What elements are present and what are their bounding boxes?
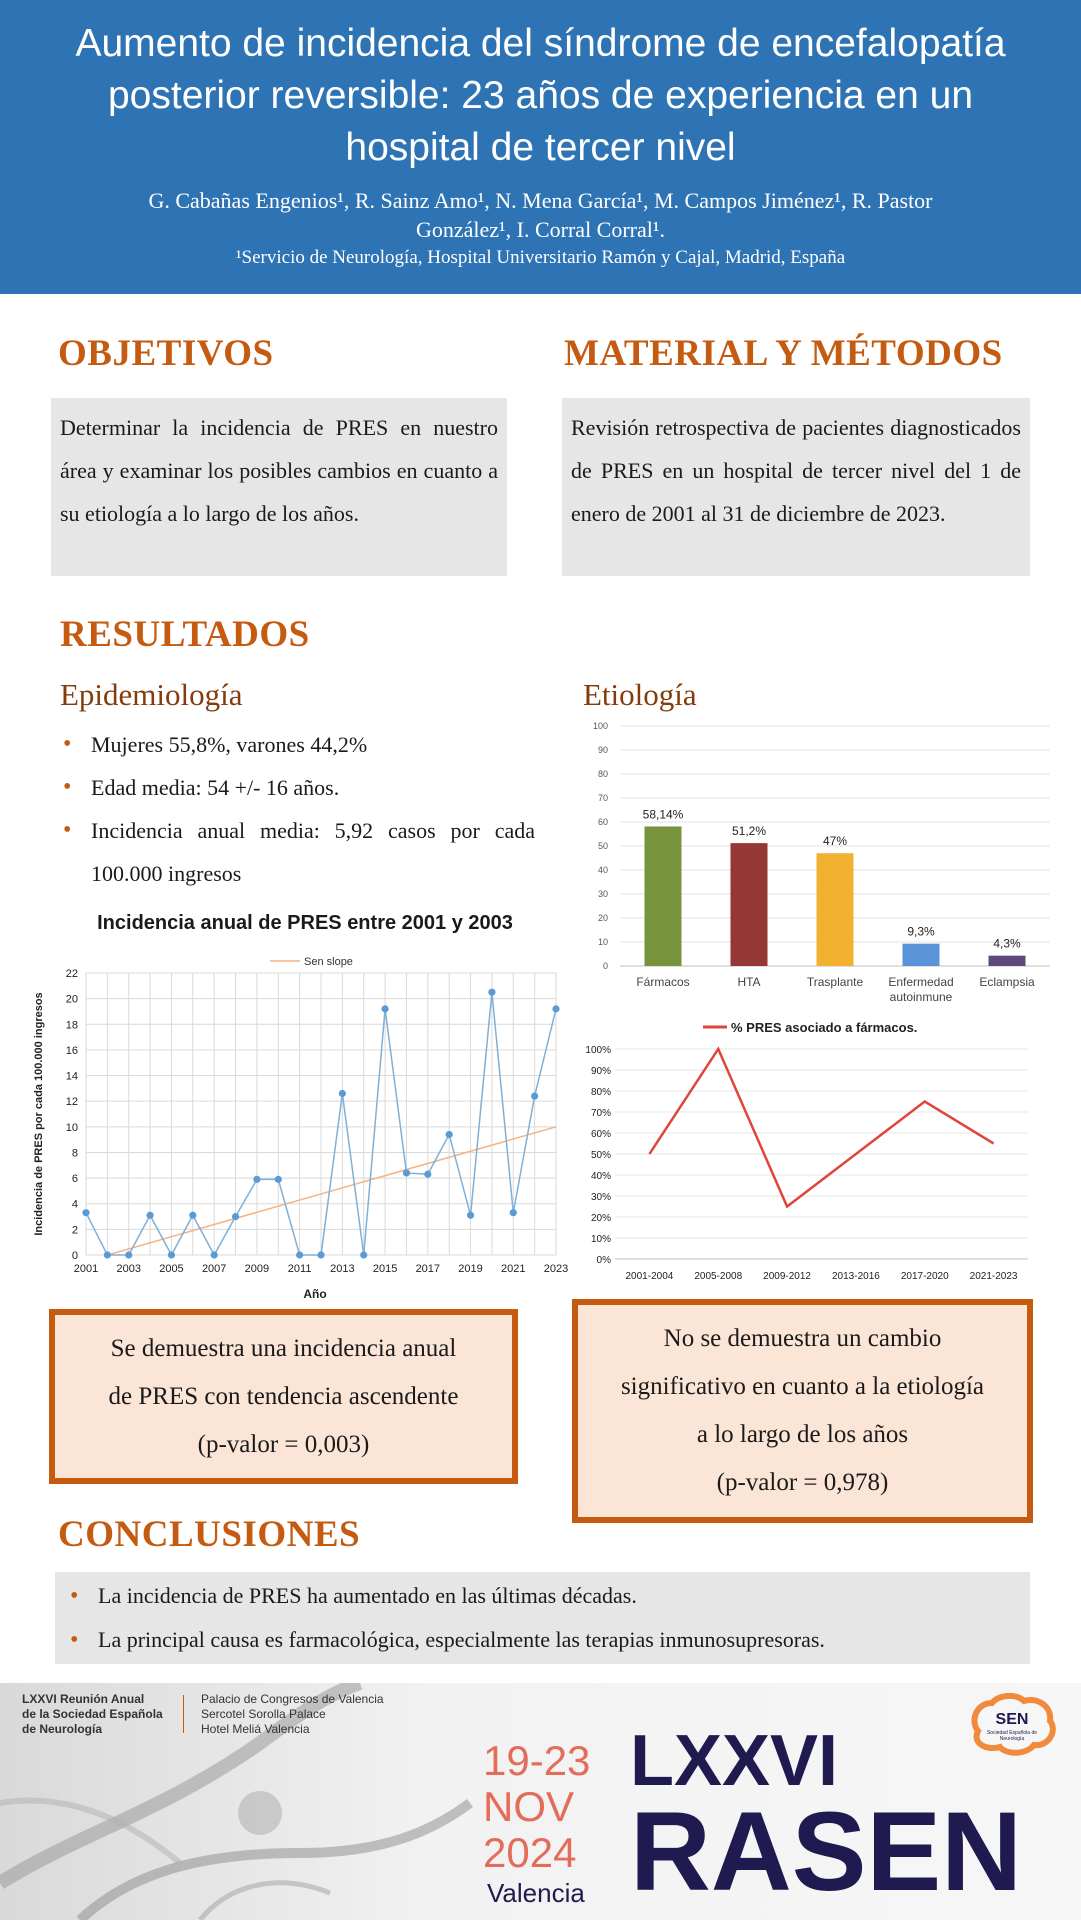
drug-chart-x-axis	[626, 1271, 1018, 1282]
meeting-name	[22, 1692, 163, 1737]
data-label: 47%	[822, 834, 848, 849]
incidence-result-box	[49, 1309, 518, 1484]
x-tick-label: Eclampsia	[979, 975, 1035, 989]
title-line-2: posterior reversible: 23 años de experiencia en un	[107, 74, 974, 117]
y-tick-label: 14	[65, 1070, 78, 1083]
bar	[731, 843, 768, 966]
venue-list	[201, 1692, 384, 1737]
y-tick-label: 22	[65, 968, 78, 980]
epidemiologia-heading: Epidemiología	[60, 677, 243, 712]
data-point	[125, 1251, 132, 1258]
data-label: 51,2%	[731, 824, 767, 839]
conclusiones-heading: CONCLUSIONES	[58, 1514, 361, 1555]
conclusiones-list	[55, 1572, 1030, 1662]
metodos-box	[562, 398, 1030, 576]
title-line-1: Aumento de incidencia del síndrome de encefalopatía	[75, 22, 1006, 65]
x-tick-label: 2015	[372, 1263, 398, 1275]
data-point	[446, 1131, 453, 1138]
y-tick-label: 50	[597, 841, 608, 851]
footer-divider	[183, 1695, 184, 1733]
x-tick-label: 2017-2020	[900, 1271, 949, 1282]
x-tick-label: 2019	[458, 1263, 483, 1275]
x-tick-label: 2013-2016	[832, 1271, 880, 1282]
incidence-chart-y-axis	[66, 968, 78, 1262]
y-tick-label: 18	[65, 1019, 78, 1032]
legend-sen-slope: Sen slope	[304, 956, 353, 968]
y-tick-label: 10	[65, 1121, 78, 1134]
congress-footer	[0, 1683, 1081, 1920]
congress-dates	[483, 1738, 590, 1876]
data-point	[381, 1005, 388, 1012]
y-tick-label: 60%	[590, 1129, 611, 1140]
list-item: • Mujeres 55,8%, varones 44,2%	[61, 723, 535, 766]
data-point	[104, 1251, 111, 1258]
x-tick-label: Fármacos	[636, 975, 690, 989]
x-tick-label: 2013	[330, 1263, 355, 1275]
data-point	[424, 1171, 431, 1178]
x-tick-label: 2017	[415, 1263, 441, 1275]
data-point	[360, 1251, 367, 1258]
x-tick-label: 2009-2012	[763, 1271, 811, 1282]
y-tick-label: 0%	[596, 1255, 611, 1266]
y-tick-label: 6	[71, 1173, 78, 1186]
y-tick-label: 40	[597, 865, 608, 875]
y-tick-label: 40%	[590, 1171, 611, 1182]
y-tick-label: 2	[71, 1224, 78, 1237]
brand-rasen: RASEN	[630, 1789, 1023, 1914]
etiology-chart-x-axis	[636, 975, 1035, 1004]
meeting-line-3: de Neurología	[22, 1722, 103, 1736]
metodos-text: Revisión retrospectiva de pacientes diagnosticados de PRES en un hospital de tercer nivel del 1 de enero de 2001 al 31 de diciembre de 2023.	[571, 415, 1021, 526]
incidence-result-line-2: de PRES con tendencia ascendente	[108, 1382, 459, 1410]
date-days: 19-23	[483, 1737, 591, 1784]
y-tick-label: 4	[71, 1198, 78, 1211]
etiology-result-line-1: No se demuestra un cambio	[663, 1325, 942, 1352]
incidence-chart-x-axis	[74, 1263, 568, 1275]
y-tick-label: 16	[65, 1044, 78, 1057]
drug-series-line	[649, 1049, 993, 1207]
y-tick-label: 60	[597, 817, 608, 827]
data-point	[403, 1169, 410, 1176]
data-label: 9,3%	[907, 924, 935, 939]
poster-header	[0, 0, 1081, 294]
data-point	[339, 1090, 346, 1097]
poster-title	[20, 18, 1061, 174]
data-point	[467, 1212, 474, 1219]
x-tick-label: 2023	[543, 1263, 569, 1275]
objetivos-heading: OBJETIVOS	[58, 333, 274, 374]
etiologia-heading: Etiología	[583, 677, 697, 712]
data-point	[211, 1251, 218, 1258]
conclusiones-box	[55, 1572, 1030, 1664]
authors	[40, 186, 1041, 244]
congress-city: Valencia	[487, 1878, 585, 1908]
y-tick-label: 0	[71, 1250, 78, 1262]
list-item: • Incidencia anual media: 5,92 casos por cada 100.000 ingresos	[61, 809, 535, 895]
data-point	[189, 1212, 196, 1219]
drug-percentage-chart	[575, 1012, 1045, 1292]
incidence-result-line-1: Se demuestra una incidencia anual	[110, 1334, 457, 1362]
legend-farmacos: % PRES asociado a fármacos.	[731, 1020, 918, 1035]
list-item: • La incidencia de PRES ha aumentado en las últimas décadas.	[68, 1574, 1030, 1618]
y-tick-label: 70	[597, 793, 608, 803]
y-tick-label: 10	[597, 937, 608, 947]
list-item: • La principal causa es farmacológica, especialmente las terapias inmunosupresoras.	[68, 1618, 1030, 1662]
data-label: 58,14%	[642, 807, 684, 822]
data-label: 4,3%	[993, 936, 1021, 951]
y-tick-label: 80%	[590, 1087, 611, 1098]
list-item: • Edad media: 54 +/- 16 años.	[61, 766, 535, 809]
y-tick-label: 0	[602, 961, 608, 971]
y-tick-label: 90	[597, 745, 608, 755]
x-tick-label: 2005	[159, 1263, 184, 1275]
sen-slope-line	[107, 1127, 556, 1255]
y-tick-label: 70%	[590, 1108, 611, 1119]
etiology-result-line-2: significativo en cuanto a la etiología	[620, 1373, 985, 1400]
y-tick-label: 20	[65, 993, 78, 1006]
x-tick-label: 2001	[73, 1263, 99, 1275]
data-point	[146, 1212, 153, 1219]
etiology-result-box	[572, 1299, 1033, 1523]
y-tick-label: 30	[597, 889, 608, 899]
data-point	[253, 1176, 260, 1183]
data-point	[488, 989, 495, 996]
data-point	[168, 1251, 175, 1258]
data-point	[296, 1251, 303, 1258]
brand-lxxvi: LXXVI	[630, 1721, 839, 1801]
y-tick-label: 100%	[585, 1045, 611, 1056]
etiology-result-line-4: (p-valor = 0,978)	[716, 1469, 889, 1496]
data-point	[82, 1209, 89, 1216]
meeting-line-2: de la Sociedad Española	[22, 1707, 163, 1721]
x-tick-label: HTA	[737, 975, 761, 989]
etiology-bar-chart	[575, 720, 1055, 1010]
title-line-3: hospital de tercer nivel	[345, 126, 736, 169]
date-month: NOV	[483, 1783, 575, 1830]
venue-line-3: Hotel Meliá Valencia	[201, 1722, 310, 1736]
y-tick-label: 20%	[590, 1213, 611, 1224]
y-tick-label: 90%	[590, 1066, 611, 1077]
y-tick-label: 30%	[590, 1192, 611, 1203]
objetivos-box	[51, 398, 507, 576]
affiliation: ¹Servicio de Neurología, Hospital Universitario Ramón y Cajal, Madrid, España	[235, 247, 846, 268]
x-tick-label: 2005-2008	[694, 1271, 743, 1282]
data-point	[275, 1176, 282, 1183]
incidence-result-line-3: (p-valor = 0,003)	[197, 1430, 370, 1458]
drug-chart-grid	[615, 1049, 1028, 1259]
data-point	[317, 1251, 324, 1258]
data-point	[232, 1213, 239, 1220]
x-tick-label: 2021	[501, 1263, 526, 1275]
x-tick-label: 2003	[116, 1263, 141, 1275]
x-tick-label: autoinmune	[889, 990, 953, 1004]
incidence-chart-xlabel: Año	[303, 1287, 327, 1301]
data-point	[552, 1005, 559, 1012]
date-year: 2024	[483, 1829, 577, 1876]
incidence-chart-ylabel: Incidencia de PRES por cada 100.000 ingresos	[33, 992, 45, 1236]
x-tick-label: 2011	[287, 1263, 312, 1275]
x-tick-label: Trasplante	[806, 975, 864, 989]
authors-line-1: G. Cabañas Engenios¹, R. Sainz Amo¹, N. Mena García¹, M. Campos Jiménez¹, R. Pastor	[148, 188, 933, 213]
y-tick-label: 100	[592, 721, 608, 731]
sen-logo-text: SEN	[995, 1711, 1029, 1728]
x-tick-label: 2001-2004	[625, 1271, 674, 1282]
incidence-chart	[30, 945, 570, 1305]
incidence-chart-grid	[86, 973, 556, 1255]
bar	[817, 853, 854, 966]
bar	[645, 826, 682, 966]
y-tick-label: 12	[65, 1096, 78, 1109]
x-tick-label: 2007	[201, 1263, 227, 1275]
metodos-heading: MATERIAL Y MÉTODOS	[564, 333, 1003, 374]
bar	[989, 956, 1026, 966]
y-tick-label: 80	[597, 769, 608, 779]
authors-line-2: González¹, I. Corral Corral¹.	[416, 217, 665, 242]
venue-line-2: Sercotel Sorolla Palace	[201, 1707, 326, 1721]
meeting-line-1: LXXVI Reunión Anual	[22, 1692, 145, 1706]
drug-chart-y-axis	[585, 1045, 611, 1266]
x-tick-label: 2021-2023	[969, 1271, 1018, 1282]
bar	[903, 944, 940, 966]
data-point	[531, 1092, 538, 1099]
etiology-result-line-3: a lo largo de los años	[696, 1421, 909, 1448]
etiology-chart-y-axis	[593, 721, 608, 971]
x-tick-label: 2009	[244, 1263, 270, 1275]
sen-logo-subtext: Sociedad Española de Neurología	[986, 1730, 1038, 1742]
y-tick-label: 20	[597, 913, 608, 923]
y-tick-label: 50%	[590, 1150, 611, 1161]
resultados-heading: RESULTADOS	[60, 614, 310, 655]
y-tick-label: 10%	[590, 1234, 611, 1245]
data-point	[510, 1209, 517, 1216]
y-tick-label: 8	[71, 1147, 78, 1160]
venue-line-1: Palacio de Congresos de Valencia	[201, 1692, 384, 1706]
incidence-chart-title: Incidencia anual de PRES entre 2001 y 2003	[97, 912, 513, 934]
x-tick-label: Enfermedad	[888, 975, 954, 989]
objetivos-text: Determinar la incidencia de PRES en nuestro área y examinar los posibles cambios en cuanto a su etiología a lo largo de los años.	[60, 415, 498, 526]
epidemiologia-list	[61, 723, 535, 895]
